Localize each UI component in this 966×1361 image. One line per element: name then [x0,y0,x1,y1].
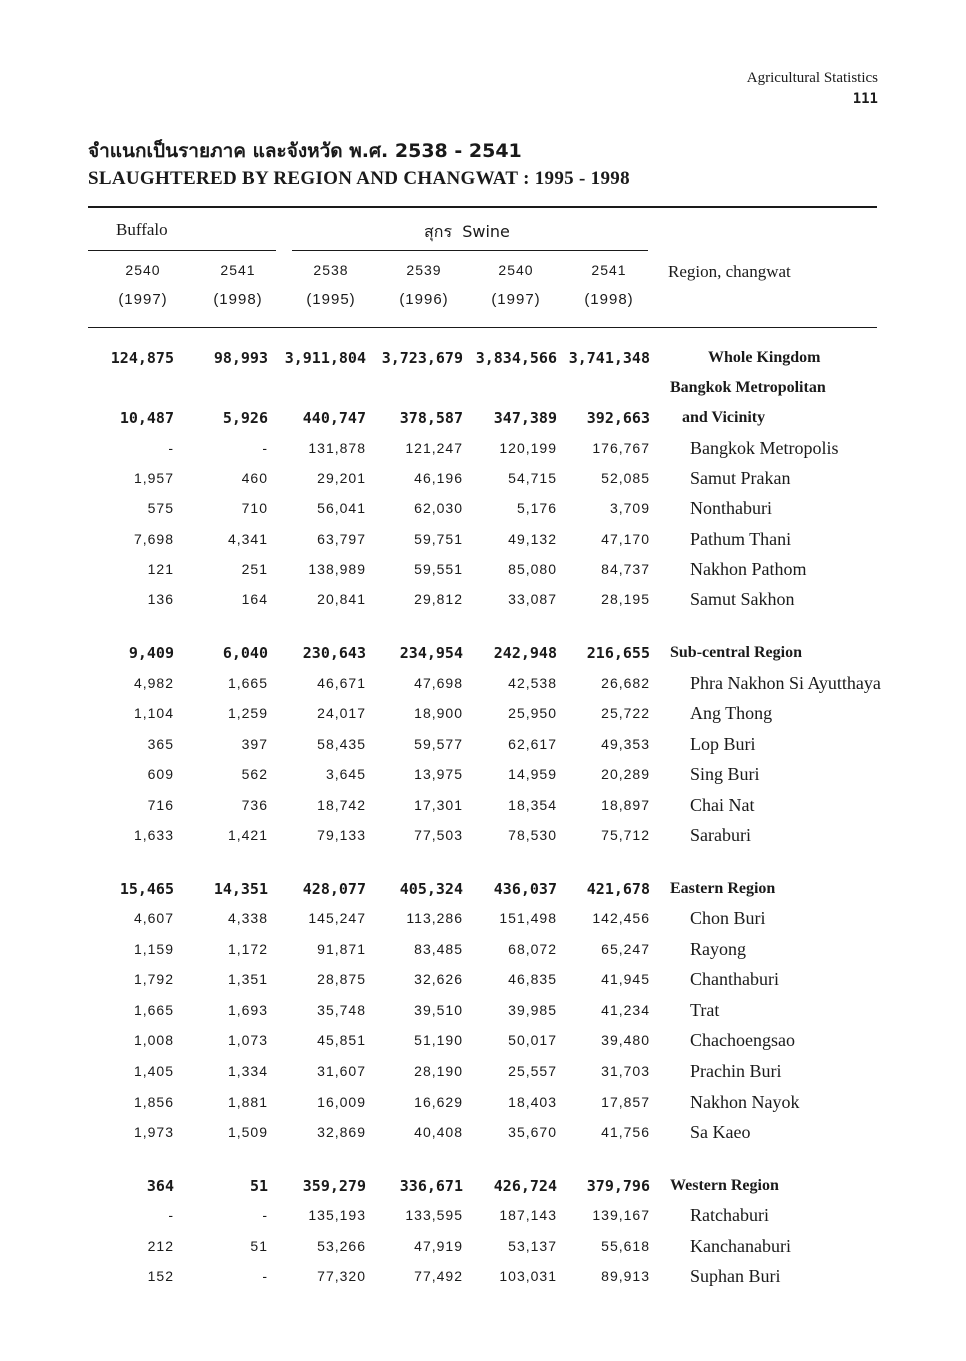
table-cell: 710 [241,500,268,516]
table-cell: 234,954 [399,644,463,662]
table-cell: - [168,1207,174,1223]
year-ce-heading: (1996) [399,291,449,308]
table-cell: 98,993 [213,349,268,367]
table-row [0,701,966,729]
table-cell: 40,408 [414,1124,463,1140]
table-row [0,1028,966,1056]
year-be-heading: 2540 [125,262,161,278]
table-cell: 47,698 [414,675,463,691]
table-cell: 56,041 [317,500,366,516]
changwat-name: Nakhon Nayok [690,1092,800,1112]
table-cell: 58,435 [317,736,366,752]
table-cell: 460 [241,470,268,486]
table-cell: 51,190 [414,1032,463,1048]
table-cell: 49,353 [601,736,650,752]
table-cell: 1,405 [133,1063,174,1079]
table-cell: 84,737 [601,561,650,577]
table-cell: 1,957 [133,470,174,486]
table-cell: 142,456 [592,910,650,926]
table-cell: 10,487 [119,409,174,427]
year-ce-heading: (1997) [118,291,168,308]
changwat-name: Chanthaburi [690,969,779,989]
table-cell: 1,665 [227,675,268,691]
table-cell: 1,973 [133,1124,174,1140]
table-cell: 187,143 [499,1207,557,1223]
table-cell: 1,421 [227,827,268,843]
table-cell: 41,756 [601,1124,650,1140]
table-row [0,1203,966,1231]
changwat-name: Samut Sakhon [690,589,795,609]
table-cell: 77,503 [414,827,463,843]
table-cell: 59,751 [414,531,463,547]
table-row [0,967,966,995]
table-cell: 1,172 [227,941,268,957]
table-cell: 3,741,348 [568,349,650,367]
table-row [0,557,966,585]
table-cell: 212 [147,1238,174,1254]
table-cell: 79,133 [317,827,366,843]
changwat-name: Lop Buri [690,734,756,754]
swine-underline [292,250,648,251]
table-cell: 3,834,566 [475,349,557,367]
table-cell: 121,247 [405,440,463,456]
table-cell: 62,617 [508,736,557,752]
table-cell: 3,911,804 [284,349,366,367]
table-row [0,345,966,373]
table-cell: 436,037 [493,880,557,898]
table-cell: 1,693 [227,1002,268,1018]
changwat-name: Phra Nakhon Si Ayutthaya [690,673,881,693]
changwat-name: Pathum Thani [690,529,792,549]
table-cell: 47,170 [601,531,650,547]
table-cell: 53,266 [317,1238,366,1254]
year-be-heading: 2541 [591,262,627,278]
table-cell: 18,897 [601,797,650,813]
table-cell: 609 [147,766,174,782]
year-be-heading: 2540 [498,262,534,278]
table-cell: 59,577 [414,736,463,752]
table-cell: 1,633 [133,827,174,843]
table-cell: 28,195 [601,591,650,607]
table-row [0,823,966,851]
table-cell: 77,320 [317,1268,366,1284]
table-cell: 6,040 [222,644,268,662]
changwat-name: Chachoengsao [690,1030,795,1050]
table-cell: 35,748 [317,1002,366,1018]
table-cell: 14,351 [213,880,268,898]
table-cell: 32,869 [317,1124,366,1140]
changwat-name: Trat [690,1000,720,1020]
table-cell: 59,551 [414,561,463,577]
changwat-name: Chon Buri [690,908,766,928]
table-row [0,587,966,615]
table-cell: 392,663 [586,409,650,427]
table-cell: 120,199 [499,440,557,456]
table-cell: 151,498 [499,910,557,926]
table-cell: 77,492 [414,1268,463,1284]
table-row [0,640,966,668]
table-cell: 29,201 [317,470,366,486]
running-header [747,68,878,110]
table-cell: 1,334 [227,1063,268,1079]
table-cell: 45,851 [317,1032,366,1048]
table-cell: 3,645 [325,766,366,782]
table-cell: 1,881 [227,1094,268,1110]
table-cell: 164 [241,591,268,607]
region-name: Sub-central Region [670,644,802,661]
table-cell: 139,167 [592,1207,650,1223]
table-cell: 62,030 [414,500,463,516]
table-cell: 364 [146,1177,174,1195]
table-cell: 1,104 [133,705,174,721]
table-row [0,906,966,934]
table-cell: 17,857 [601,1094,650,1110]
table-cell: 24,017 [317,705,366,721]
table-cell: 55,618 [601,1238,650,1254]
year-be-heading: 2538 [313,262,349,278]
year-be-heading: 2541 [220,262,256,278]
table-cell: 9,409 [128,644,174,662]
table-title-thai: จำแนกเป็นรายภาค และจังหวัด พ.ศ. 2538 - 2541 [88,140,522,162]
swine-column-heading: สุกร Swine [424,222,510,241]
buffalo-underline [88,250,276,251]
table-cell: 68,072 [508,941,557,957]
header-bottom-rule [88,327,877,328]
table-cell: 18,742 [317,797,366,813]
table-cell: 365 [147,736,174,752]
buffalo-column-heading: Buffalo [116,220,168,239]
table-cell: 379,796 [586,1177,650,1195]
changwat-name: Ang Thong [690,703,773,723]
table-row [0,405,966,433]
table-title-english: SLAUGHTERED BY REGION AND CHANGWAT : 1995 - 1998 [88,168,630,189]
region-name: Bangkok Metropolitan [670,379,826,396]
table-cell: 18,900 [414,705,463,721]
table-cell: 124,875 [110,349,174,367]
table-cell: 16,629 [414,1094,463,1110]
table-cell: 41,234 [601,1002,650,1018]
table-cell: 397 [241,736,268,752]
changwat-name: Rayong [690,939,746,959]
table-cell: 39,510 [414,1002,463,1018]
table-cell: 42,538 [508,675,557,691]
table-cell: 83,485 [414,941,463,957]
table-cell: 5,926 [222,409,268,427]
table-cell: 16,009 [317,1094,366,1110]
table-cell: 85,080 [508,561,557,577]
table-cell: 39,985 [508,1002,557,1018]
table-cell: 41,945 [601,971,650,987]
table-cell: 25,557 [508,1063,557,1079]
table-cell: 75,712 [601,827,650,843]
table-cell: 89,913 [601,1268,650,1284]
table-cell: 13,975 [414,766,463,782]
table-cell: 428,077 [302,880,366,898]
table-cell: 39,480 [601,1032,650,1048]
table-cell: - [168,440,174,456]
table-cell: 51 [250,1238,268,1254]
table-cell: 32,626 [414,971,463,987]
table-cell: 133,595 [405,1207,463,1223]
table-cell: 138,989 [308,561,366,577]
table-row [0,793,966,821]
table-cell: - [262,1268,268,1284]
table-row [0,671,966,699]
region-name: Western Region [670,1177,779,1194]
top-rule [88,206,877,208]
table-cell: 3,723,679 [381,349,463,367]
table-cell: 28,190 [414,1063,463,1079]
table-cell: 25,722 [601,705,650,721]
table-cell: 135,193 [308,1207,366,1223]
table-cell: 4,338 [227,910,268,926]
year-ce-heading: (1998) [584,291,634,308]
table-cell: 20,841 [317,591,366,607]
table-cell: 336,671 [399,1177,463,1195]
table-cell: 359,279 [302,1177,366,1195]
table-row [0,937,966,965]
table-cell: 65,247 [601,941,650,957]
changwat-name: Prachin Buri [690,1061,782,1081]
table-cell: 33,087 [508,591,557,607]
table-cell: 562 [241,766,268,782]
table-cell: 1,792 [133,971,174,987]
table-cell: 421,678 [586,880,650,898]
table-row [0,496,966,524]
table-cell: 4,341 [227,531,268,547]
table-cell: - [262,1207,268,1223]
table-cell: 426,724 [493,1177,557,1195]
table-cell: 242,948 [493,644,557,662]
changwat-name: Samut Prakan [690,468,791,488]
table-cell: 131,878 [308,440,366,456]
table-cell: 4,607 [133,910,174,926]
table-cell: 18,403 [508,1094,557,1110]
table-row [0,876,966,904]
table-cell: 31,703 [601,1063,650,1079]
table-cell: 49,132 [508,531,557,547]
table-cell: 1,259 [227,705,268,721]
table-cell: 136 [147,591,174,607]
table-row [0,1090,966,1118]
table-cell: 1,008 [133,1032,174,1048]
region-name: Whole Kingdom [708,349,821,366]
table-cell: 736 [241,797,268,813]
table-cell: 15,465 [119,880,174,898]
table-cell: 50,017 [508,1032,557,1048]
table-cell: 63,797 [317,531,366,547]
table-cell: 54,715 [508,470,557,486]
table-cell: 103,031 [499,1268,557,1284]
table-cell: 121 [147,561,174,577]
table-cell: 145,247 [308,910,366,926]
region-name: Eastern Region [670,880,776,897]
table-cell: - [262,440,268,456]
changwat-name: Ratchaburi [690,1205,769,1225]
table-cell: 4,982 [133,675,174,691]
year-ce-heading: (1998) [213,291,263,308]
table-row [0,466,966,494]
table-row [0,762,966,790]
table-cell: 405,324 [399,880,463,898]
table-cell: 3,709 [609,500,650,516]
table-cell: 47,919 [414,1238,463,1254]
year-ce-heading: (1995) [306,291,356,308]
year-ce-heading: (1997) [491,291,541,308]
table-cell: 5,176 [516,500,557,516]
table-cell: 46,835 [508,971,557,987]
table-cell: 28,875 [317,971,366,987]
table-cell: 91,871 [317,941,366,957]
table-cell: 18,354 [508,797,557,813]
table-cell: 347,389 [493,409,557,427]
table-cell: 46,196 [414,470,463,486]
table-cell: 575 [147,500,174,516]
page-number: 111 [852,91,878,107]
table-row [0,436,966,464]
table-cell: 251 [241,561,268,577]
changwat-name: Nonthaburi [690,498,772,518]
table-cell: 1,856 [133,1094,174,1110]
table-row [0,1264,966,1292]
table-cell: 29,812 [414,591,463,607]
table-cell: 25,950 [508,705,557,721]
changwat-name: Nakhon Pathom [690,559,807,579]
table-cell: 35,670 [508,1124,557,1140]
table-cell: 1,665 [133,1002,174,1018]
table-row [0,1173,966,1201]
table-row [0,998,966,1026]
changwat-name: Saraburi [690,825,751,845]
table-cell: 152 [147,1268,174,1284]
changwat-name: Bangkok Metropolis [690,438,839,458]
table-cell: 1,073 [227,1032,268,1048]
table-row [0,1120,966,1148]
table-cell: 52,085 [601,470,650,486]
table-cell: 31,607 [317,1063,366,1079]
changwat-name: Chai Nat [690,795,755,815]
table-cell: 1,351 [227,971,268,987]
table-cell: 26,682 [601,675,650,691]
table-cell: 78,530 [508,827,557,843]
publication-title: Agricultural Statistics [746,70,878,86]
table-cell: 378,587 [399,409,463,427]
table-cell: 113,286 [406,910,463,926]
changwat-name: Suphan Buri [690,1266,781,1286]
table-cell: 230,643 [302,644,366,662]
table-cell: 216,655 [586,644,650,662]
changwat-name: Kanchanaburi [690,1236,791,1256]
table-cell: 176,767 [592,440,650,456]
table-cell: 51 [249,1177,268,1195]
table-cell: 716 [147,797,174,813]
table-cell: 17,301 [414,797,463,813]
changwat-name: Sa Kaeo [690,1122,751,1142]
table-cell: 1,159 [133,941,174,957]
table-row [0,1234,966,1262]
table-cell: 7,698 [133,531,174,547]
table-cell: 46,671 [317,675,366,691]
table-row [0,1059,966,1087]
table-row [0,375,966,403]
year-be-heading: 2539 [406,262,442,278]
table-cell: 1,509 [227,1124,268,1140]
table-row [0,527,966,555]
table-cell: 14,959 [508,766,557,782]
changwat-name: Sing Buri [690,764,760,784]
table-cell: 440,747 [302,409,366,427]
table-row [0,732,966,760]
region-name: and Vicinity [682,409,766,426]
table-cell: 20,289 [601,766,650,782]
region-column-heading: Region, changwat [668,262,791,281]
table-cell: 53,137 [508,1238,557,1254]
